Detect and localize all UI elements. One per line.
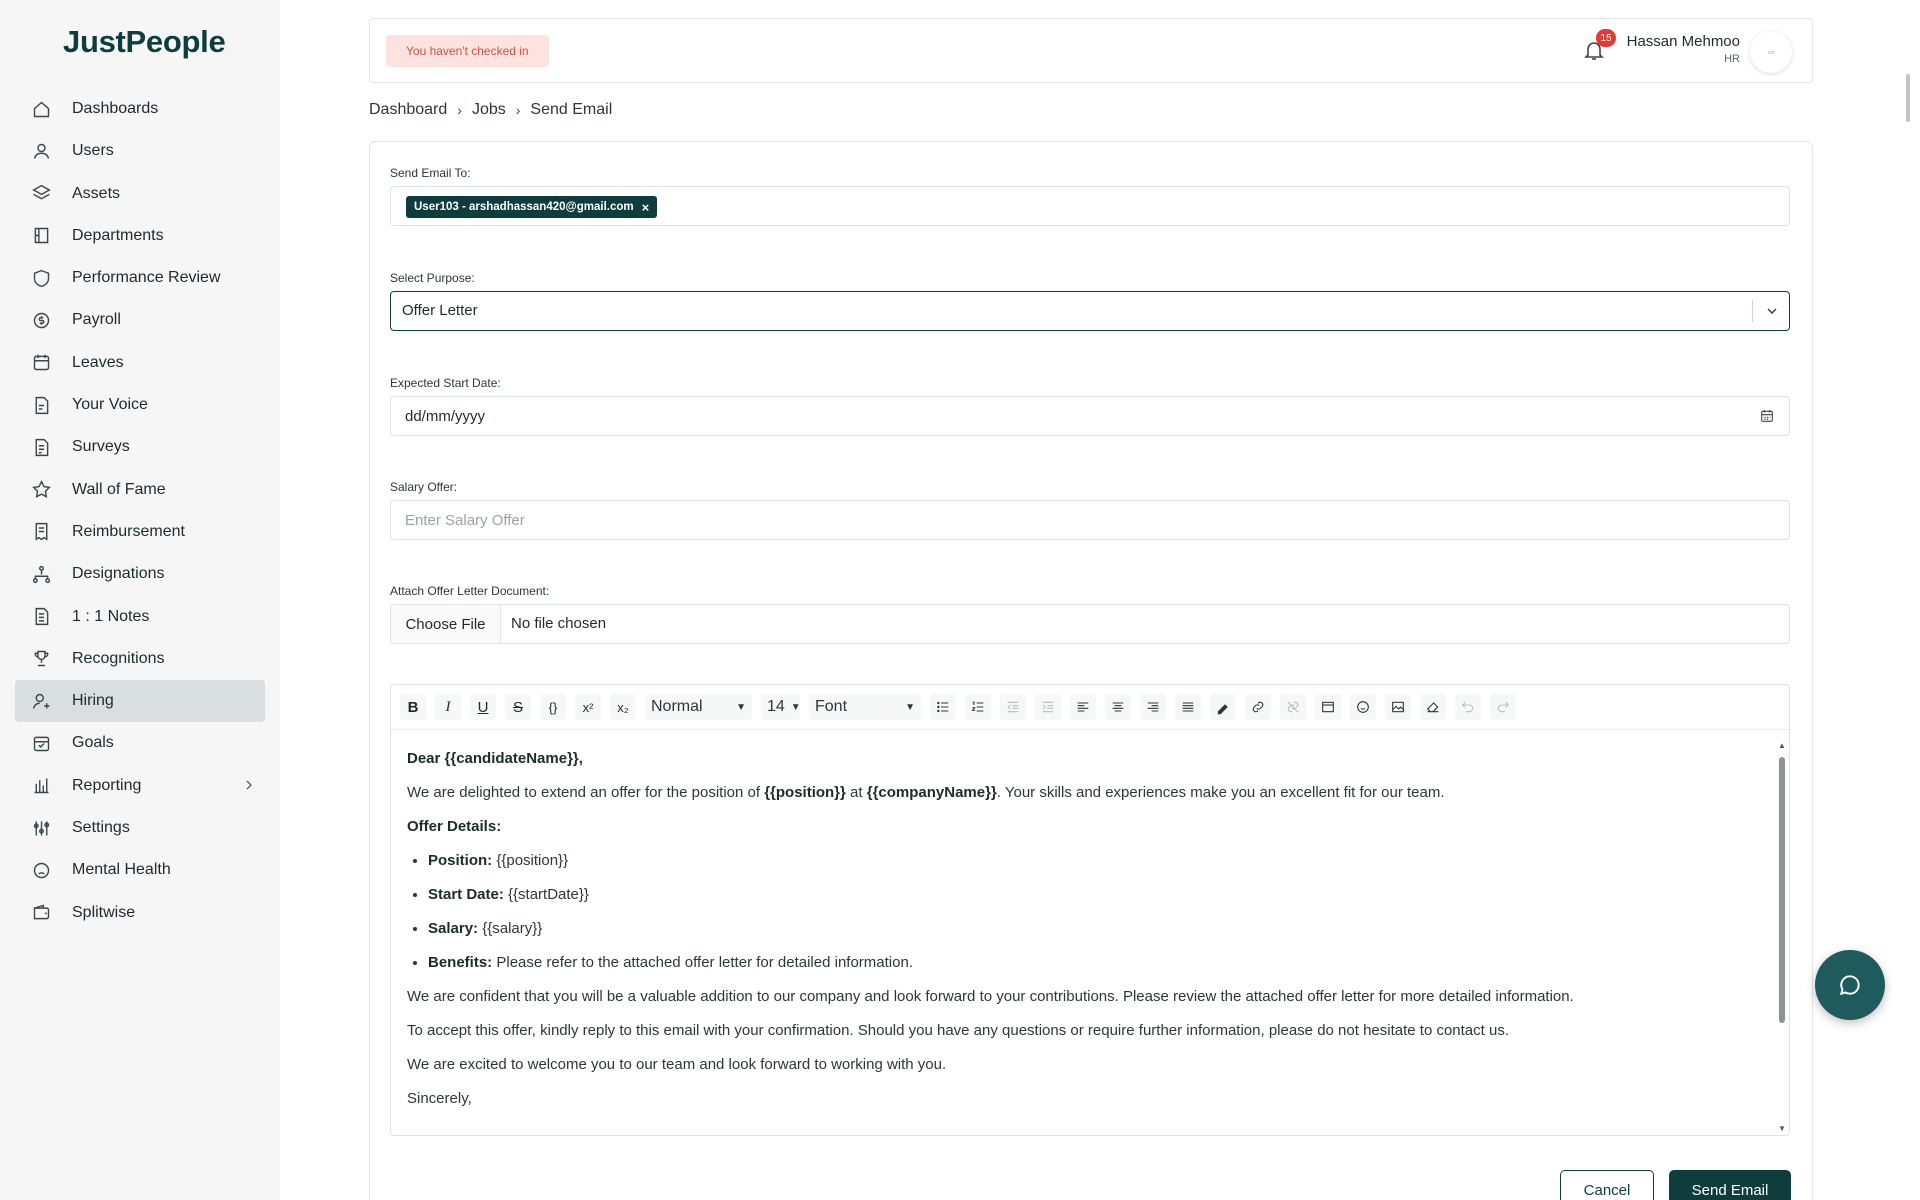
hierarchy-icon	[29, 562, 53, 586]
sidebar-item-reimbursement[interactable]	[15, 511, 265, 553]
home-icon	[29, 97, 53, 121]
goals-icon	[29, 731, 53, 755]
italic-icon[interactable]: I	[435, 694, 461, 720]
receipt-icon	[29, 520, 53, 544]
breadcrumb-dashboard[interactable]: Dashboard	[369, 101, 448, 118]
sidebar-item-performance-review[interactable]	[15, 257, 265, 299]
breadcrumb-jobs[interactable]: Jobs	[471, 101, 506, 118]
list-item: • Benefits: Please refer to the attached offer letter for detailed information.	[428, 954, 1763, 972]
recipient-chip-label: User103 - arshadhassan420@gmail.com	[414, 201, 634, 213]
sidebar-item-label: Designations	[72, 565, 165, 583]
heading-select-value: Normal	[651, 698, 703, 715]
calendar-edit-icon	[29, 351, 53, 375]
emoji-icon[interactable]	[1350, 694, 1376, 720]
unlink-icon[interactable]	[1280, 694, 1306, 720]
sidebar-item-label: Users	[72, 142, 114, 160]
cancel-button[interactable]: Cancel	[1560, 1170, 1654, 1200]
sidebar-item-label: Performance Review	[72, 269, 221, 287]
sidebar-item-your-voice[interactable]	[15, 384, 265, 426]
list-item: • Start Date: {{startDate}}	[428, 886, 1763, 904]
chevron-right-icon[interactable]	[241, 777, 257, 798]
page-scrollbar[interactable]	[1906, 74, 1910, 122]
caret-down-icon: ▼	[790, 701, 801, 713]
table-icon[interactable]	[1315, 694, 1341, 720]
sidebar-item-label: Reporting	[72, 776, 142, 794]
start-date-value: dd/mm/yyyy	[405, 408, 486, 425]
sidebar-item-reporting[interactable]	[15, 765, 265, 807]
sidebar-item-settings[interactable]	[15, 807, 265, 849]
font-family-value: Font	[815, 698, 848, 715]
chevron-down-icon[interactable]	[1764, 303, 1780, 324]
sidebar-item-label: Payroll	[72, 311, 121, 329]
sidebar-item-label: Your Voice	[72, 396, 148, 414]
sidebar-item-1-1-notes[interactable]	[15, 596, 265, 638]
star-icon	[29, 478, 53, 502]
user-icon	[29, 139, 53, 163]
sidebar-item-label: Splitwise	[72, 903, 136, 921]
survey-icon	[29, 435, 53, 459]
sidebar-item-label: Surveys	[72, 438, 130, 456]
sidebar-item-mental-health[interactable]	[15, 849, 265, 891]
sidebar-item-label: Settings	[72, 819, 130, 837]
sidebar-item-payroll[interactable]	[15, 299, 265, 341]
sidebar-item-surveys[interactable]	[15, 426, 265, 468]
strikethrough-icon[interactable]: S	[505, 694, 531, 720]
redo-icon[interactable]	[1490, 694, 1516, 720]
salary-label: Salary Offer:	[390, 480, 458, 494]
salary-input[interactable]	[390, 500, 1790, 540]
breadcrumb-send-email: Send Email	[530, 101, 613, 118]
purpose-select[interactable]	[390, 291, 1790, 331]
face-icon	[29, 858, 53, 882]
undo-icon[interactable]	[1455, 694, 1481, 720]
editor-content[interactable]	[407, 750, 1763, 1124]
align-center-icon[interactable]	[1105, 694, 1131, 720]
outdent-icon[interactable]	[1000, 694, 1026, 720]
text-color-icon[interactable]	[1210, 694, 1236, 720]
font-family-select[interactable]	[809, 694, 921, 720]
user-name: Hassan Mehmoo	[1626, 33, 1740, 50]
recipient-chip	[406, 196, 657, 218]
sidebar-item-departments[interactable]	[15, 215, 265, 257]
user-role: HR	[1724, 53, 1740, 65]
email-paragraph: We are confident that you will be a valuable addition to our company and look forward to your contributions. Please review the attached offer letter for more detailed information.	[407, 988, 1574, 1005]
sidebar-item-label: Wall of Fame	[72, 480, 166, 498]
payroll-icon	[29, 308, 53, 332]
trophy-icon	[29, 647, 53, 671]
sidebar-item-label: Leaves	[72, 353, 124, 371]
layers-icon	[29, 182, 53, 206]
caret-down-icon: ▼	[905, 701, 915, 713]
purpose-select-value: Offer Letter	[402, 302, 478, 319]
email-paragraph: We are excited to welcome you to our team and look forward to working with you.	[407, 1056, 947, 1073]
notes-icon	[29, 605, 53, 629]
file-input[interactable]	[390, 604, 1790, 644]
sidebar-item-recognitions[interactable]	[15, 638, 265, 680]
sidebar-item-label: Hiring	[72, 692, 114, 710]
bullet-list-icon[interactable]	[930, 694, 956, 720]
list-item: • Position: {{position}}	[428, 852, 1763, 870]
caret-down-icon: ▼	[736, 701, 746, 713]
sidebar-item-leaves[interactable]	[15, 342, 265, 384]
sidebar	[0, 0, 280, 1200]
align-justify-icon[interactable]	[1175, 694, 1201, 720]
checkin-status-badge[interactable]: You haven't checked in	[386, 35, 549, 67]
link-icon[interactable]	[1245, 694, 1271, 720]
chevron-right-icon: ›	[457, 102, 462, 118]
departments-icon	[29, 224, 53, 248]
editor-scrollbar[interactable]	[1777, 737, 1787, 1133]
email-paragraph: To accept this offer, kindly reply to this email with your confirmation. Should you have any questions or require further information, please do not hesitate to contact us.	[407, 1022, 1509, 1039]
font-size-select[interactable]	[761, 694, 800, 720]
sidebar-item-label: Mental Health	[72, 861, 171, 879]
top-header	[369, 18, 1813, 83]
sidebar-item-users[interactable]	[15, 130, 265, 172]
file-status: No file chosen	[511, 615, 607, 632]
bold-icon[interactable]: B	[400, 694, 426, 720]
attach-label: Attach Offer Letter Document:	[390, 584, 550, 598]
indent-icon[interactable]	[1035, 694, 1061, 720]
bar-chart-icon	[29, 774, 53, 798]
notification-count-badge: 15	[1596, 29, 1616, 47]
sidebar-item-label: 1 : 1 Notes	[72, 607, 150, 625]
send-to-label: Send Email To:	[390, 166, 471, 180]
chat-button[interactable]	[1815, 950, 1885, 1020]
image-icon[interactable]	[1385, 694, 1411, 720]
code-block-icon[interactable]: {}	[540, 694, 566, 720]
list-item: • Salary: {{salary}}	[428, 920, 1763, 938]
align-right-icon[interactable]	[1140, 694, 1166, 720]
chat-icon	[1837, 972, 1863, 998]
recipient-field[interactable]	[390, 186, 1790, 226]
email-closing: Sincerely,	[407, 1090, 472, 1107]
sidebar-item-label: Goals	[72, 734, 114, 752]
start-date-input[interactable]	[390, 396, 1790, 436]
scroll-up-icon[interactable]: ▲	[1778, 741, 1786, 750]
numbered-list-icon[interactable]	[965, 694, 991, 720]
wallet-icon	[29, 901, 53, 925]
email-intro: We are delighted to extend an offer for the position of {{position}} at {{companyName}}. Your skills and experiences make you an excellent fit for our team.	[407, 784, 1445, 801]
sidebar-item-splitwise[interactable]	[15, 892, 265, 934]
editor-toolbar	[391, 685, 1789, 730]
heading-select[interactable]	[645, 694, 752, 720]
avatar[interactable]: ▫▫	[1750, 31, 1792, 73]
sidebar-item-dashboards[interactable]	[15, 88, 265, 130]
superscript-icon[interactable]: x²	[575, 694, 601, 720]
send-email-button[interactable]: Send Email	[1669, 1170, 1791, 1200]
sidebar-item-label: Recognitions	[72, 649, 165, 667]
calendar-icon[interactable]	[1759, 408, 1775, 429]
app-logo[interactable]: JustPeople	[63, 24, 226, 59]
rich-text-editor	[390, 684, 1790, 1136]
underline-icon[interactable]: U	[470, 694, 496, 720]
start-date-label: Expected Start Date:	[390, 376, 501, 390]
sidebar-item-label: Reimbursement	[72, 522, 185, 540]
sidebar-item-hiring[interactable]	[15, 680, 265, 722]
scroll-down-icon[interactable]: ▼	[1778, 1124, 1786, 1133]
sidebar-item-goals[interactable]	[15, 722, 265, 764]
purpose-label: Select Purpose:	[390, 271, 475, 285]
align-left-icon[interactable]	[1070, 694, 1096, 720]
choose-file-button[interactable]: Choose File	[391, 605, 501, 643]
salary-placeholder: Enter Salary Offer	[405, 512, 525, 529]
sidebar-item-wall-of-fame[interactable]	[15, 469, 265, 511]
offer-details-heading: Offer Details:	[407, 818, 502, 835]
document-edit-icon	[29, 393, 53, 417]
sidebar-item-designations[interactable]	[15, 553, 265, 595]
offer-details-list	[428, 852, 1763, 972]
sidebar-item-label: Assets	[72, 184, 121, 202]
user-add-icon	[29, 689, 53, 713]
scroll-thumb[interactable]	[1779, 757, 1785, 1023]
select-divider	[1752, 300, 1753, 322]
sidebar-item-assets[interactable]	[15, 173, 265, 215]
subscript-icon[interactable]: x₂	[610, 694, 636, 720]
shield-icon	[29, 266, 53, 290]
email-greeting: Dear {{candidateName}},	[407, 750, 583, 767]
remove-chip-icon[interactable]: ×	[641, 199, 650, 215]
eraser-icon[interactable]	[1420, 694, 1446, 720]
sidebar-item-label: Dashboards	[72, 100, 159, 117]
sidebar-nav	[15, 88, 265, 934]
font-size-value: 14	[767, 698, 785, 715]
chevron-right-icon: ›	[515, 102, 521, 118]
sliders-icon	[29, 816, 53, 840]
send-email-form	[369, 141, 1813, 1200]
sidebar-item-label: Departments	[72, 226, 164, 244]
breadcrumb	[369, 101, 612, 119]
